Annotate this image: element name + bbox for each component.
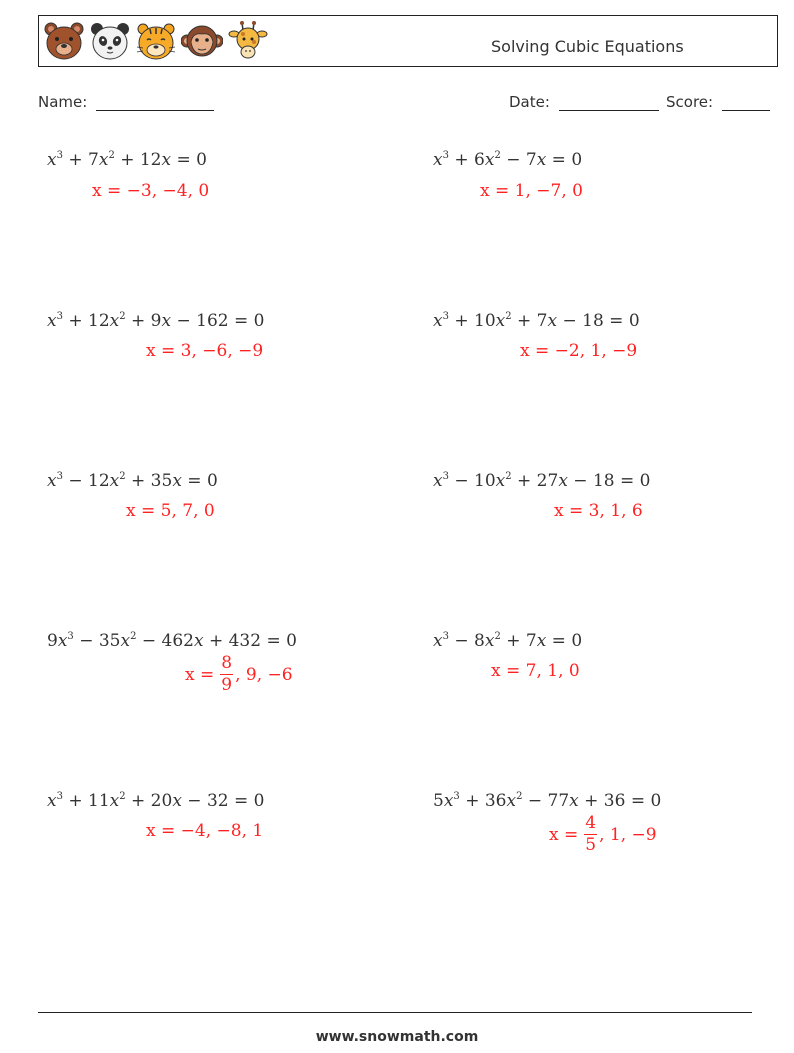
problem-equation: $9x^3 - 35x^2 - 462x + 432 = 0$: [47, 631, 297, 651]
problem-equation: $x^3 + 11x^2 + 20x - 32 = 0$: [47, 791, 265, 811]
score-field: [666, 93, 770, 111]
footer-divider: [38, 1012, 752, 1013]
problem-answer: x = 5, 7, 0: [126, 501, 215, 521]
problem-answer: x = −2, 1, −9: [520, 341, 638, 361]
name-label: Name:: [38, 93, 88, 111]
problem-equation: $x^3 - 12x^2 + 35x = 0$: [47, 471, 218, 491]
footer-website: www.snowmath.com: [315, 1029, 479, 1045]
problem-equation: $x^3 - 10x^2 + 27x - 18 = 0$: [433, 471, 651, 491]
problem-equation: $x^3 - 8x^2 + 7x = 0$: [433, 631, 583, 651]
giraffe-icon: [227, 20, 269, 62]
name-field: [38, 93, 214, 111]
problem-answer: x = −4, −8, 1: [146, 821, 264, 841]
problem-answer: x = $\frac{8}{9}$ , 9, −6: [185, 653, 293, 695]
problem-answer: x = 3, −6, −9: [146, 341, 264, 361]
problem-equation: $5x^3 + 36x^2 - 77x + 36 = 0$: [433, 791, 662, 811]
page-title: Solving Cubic Equations: [491, 37, 684, 56]
date-label: Date:: [509, 93, 550, 111]
problem-answer: x = 1, −7, 0: [480, 181, 583, 201]
problem-equation: $x^3 + 12x^2 + 9x - 162 = 0$: [47, 311, 265, 331]
problem-equation: $x^3 + 7x^2 + 12x = 0$: [47, 150, 207, 170]
answer-fraction: $\frac{4}{5}$: [585, 813, 597, 855]
date-field: [509, 93, 659, 111]
panda-icon: [89, 20, 131, 62]
name-line[interactable]: [96, 96, 214, 111]
problem-equation: $x^3 + 6x^2 - 7x = 0$: [433, 150, 583, 170]
monkey-icon: [181, 20, 223, 62]
answer-fraction: $\frac{8}{9}$: [221, 653, 233, 695]
problem-answer: x = $\frac{4}{5}$ , 1, −9: [549, 813, 657, 855]
problem-equation: $x^3 + 10x^2 + 7x - 18 = 0$: [433, 311, 640, 331]
tiger-icon: [135, 20, 177, 62]
problem-answer: x = 7, 1, 0: [491, 661, 580, 681]
score-label: Score:: [666, 93, 714, 111]
problem-answer: x = −3, −4, 0: [92, 181, 210, 201]
header-box: [38, 15, 778, 67]
bear-icon: [43, 20, 85, 62]
score-line[interactable]: [722, 96, 770, 111]
date-line[interactable]: [559, 96, 659, 111]
problem-answer: x = 3, 1, 6: [554, 501, 643, 521]
